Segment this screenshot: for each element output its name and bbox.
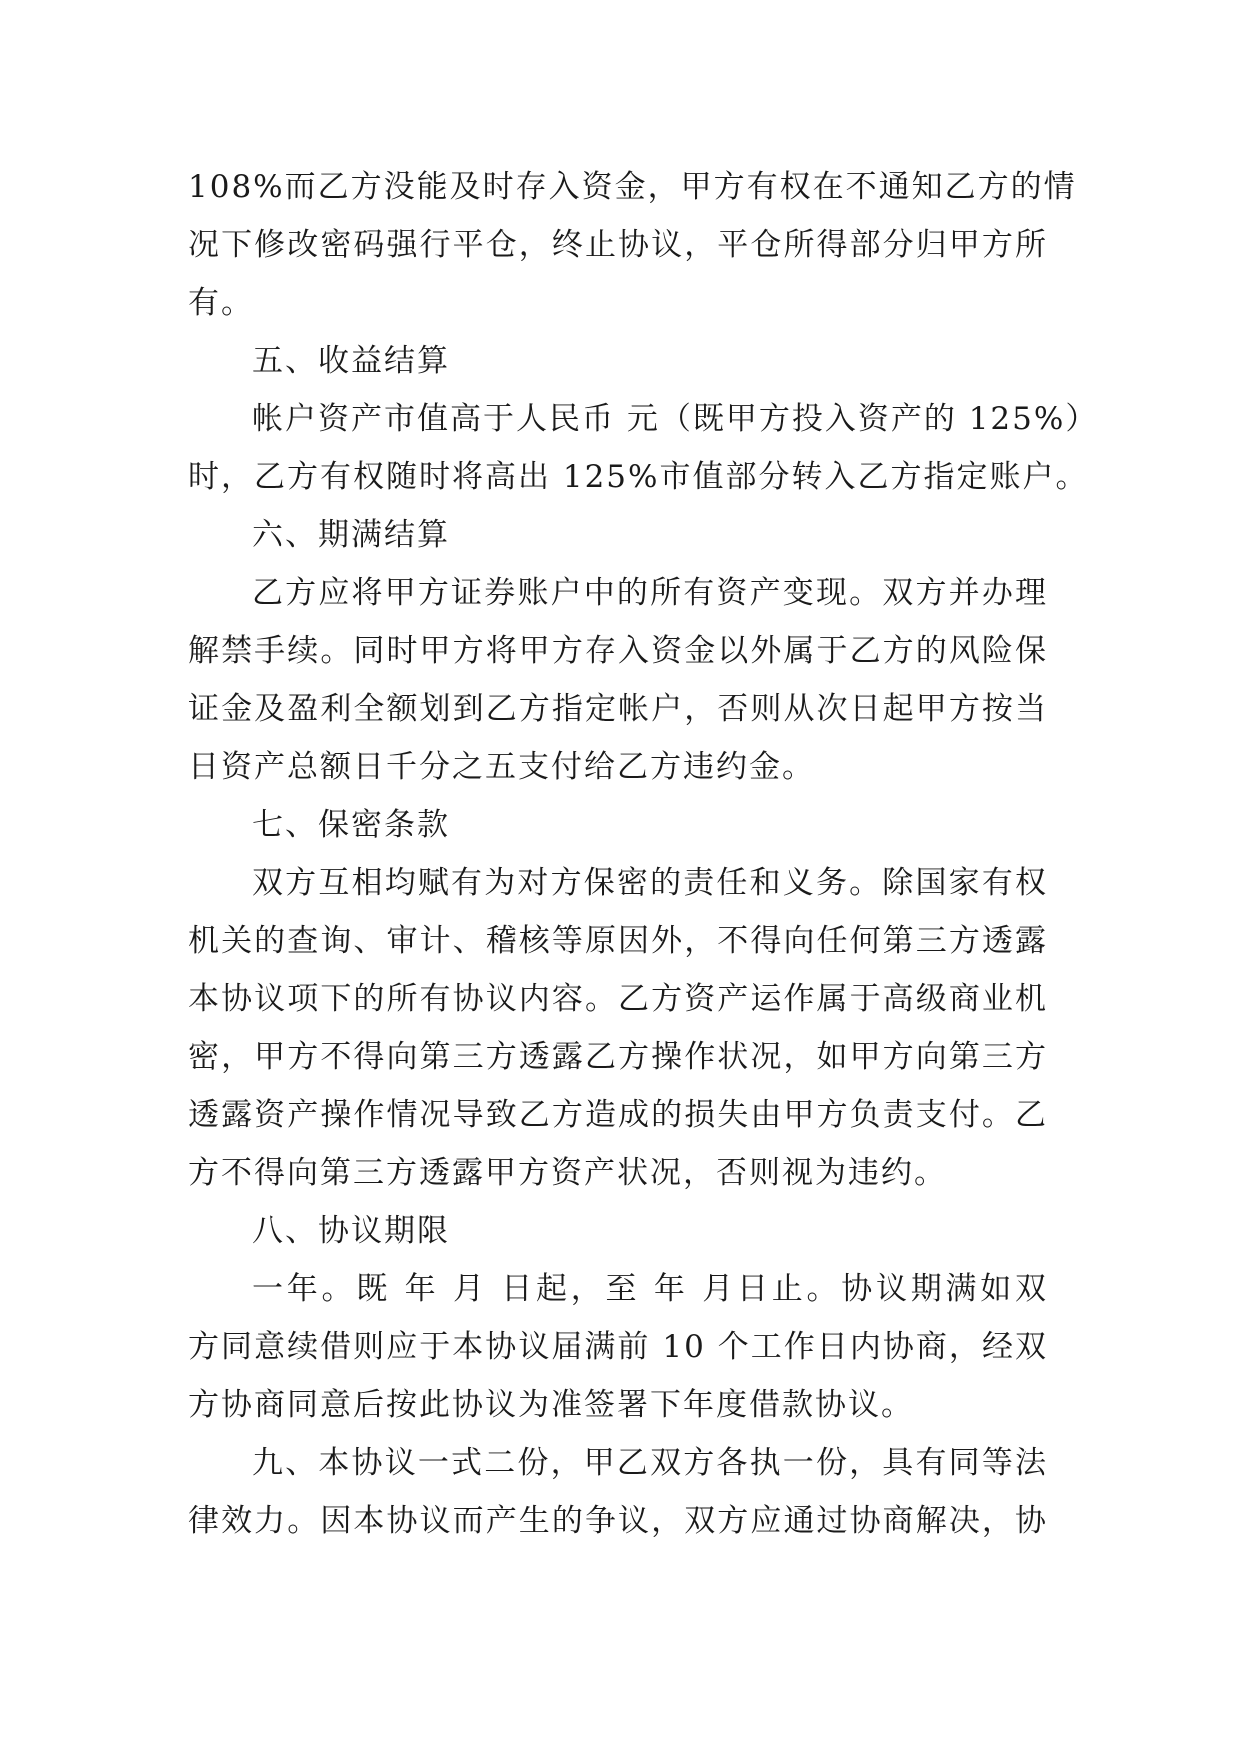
text-line: 108%而乙方没能及时存入资金，甲方有权在不通知乙方的情 xyxy=(188,169,1077,205)
text-line: 日资产总额日千分之五支付给乙方违约金。 xyxy=(188,749,815,785)
text-line: 证金及盈利全额划到乙方指定帐户，否则从次日起甲方按当 xyxy=(188,691,1048,727)
text-line: 本协议项下的所有协议内容。乙方资产运作属于高级商业机 xyxy=(188,981,1048,1017)
text-line: 况下修改密码强行平仓，终止协议，平仓所得部分归甲方所 xyxy=(188,227,1048,263)
document-body xyxy=(188,158,1099,1550)
section-heading-9: 九、本协议一式二份，甲乙双方各执一份，具有同等法 xyxy=(252,1445,1048,1481)
text-line: 方同意续借则应于本协议届满前 10 个工作日内协商，经双 xyxy=(188,1329,1048,1365)
text-line: 解禁手续。同时甲方将甲方存入资金以外属于乙方的风险保 xyxy=(188,633,1048,669)
text-line: 帐户资产市值高于人民币 元（既甲方投入资产的 125%） xyxy=(252,401,1099,437)
text-line: 透露资产操作情况导致乙方造成的损失由甲方负责支付。乙 xyxy=(188,1097,1048,1133)
text-line: 一年。既 年 月 日起，至 年 月日止。协议期满如双 xyxy=(252,1271,1048,1307)
section-heading-6: 六、期满结算 xyxy=(252,517,450,553)
text-line: 方协商同意后按此协议为准签署下年度借款协议。 xyxy=(188,1387,914,1423)
section-heading-5: 五、收益结算 xyxy=(252,343,450,379)
text-line: 方不得向第三方透露甲方资产状况，否则视为违约。 xyxy=(188,1155,947,1191)
text-line: 时，乙方有权随时将高出 125%市值部分转入乙方指定账户。 xyxy=(188,459,1089,495)
text-line: 乙方应将甲方证券账户中的所有资产变现。双方并办理 xyxy=(252,575,1048,611)
text-line: 密，甲方不得向第三方透露乙方操作状况，如甲方向第三方 xyxy=(188,1039,1048,1075)
section-heading-7: 七、保密条款 xyxy=(252,807,450,843)
text-line: 双方互相均赋有为对方保密的责任和义务。除国家有权 xyxy=(252,865,1048,901)
section-heading-8: 八、协议期限 xyxy=(252,1213,450,1249)
text-line: 有。 xyxy=(188,285,254,321)
text-line: 律效力。因本协议而产生的争议，双方应通过协商解决，协 xyxy=(188,1503,1048,1539)
text-line: 机关的查询、审计、稽核等原因外，不得向任何第三方透露 xyxy=(188,923,1048,959)
